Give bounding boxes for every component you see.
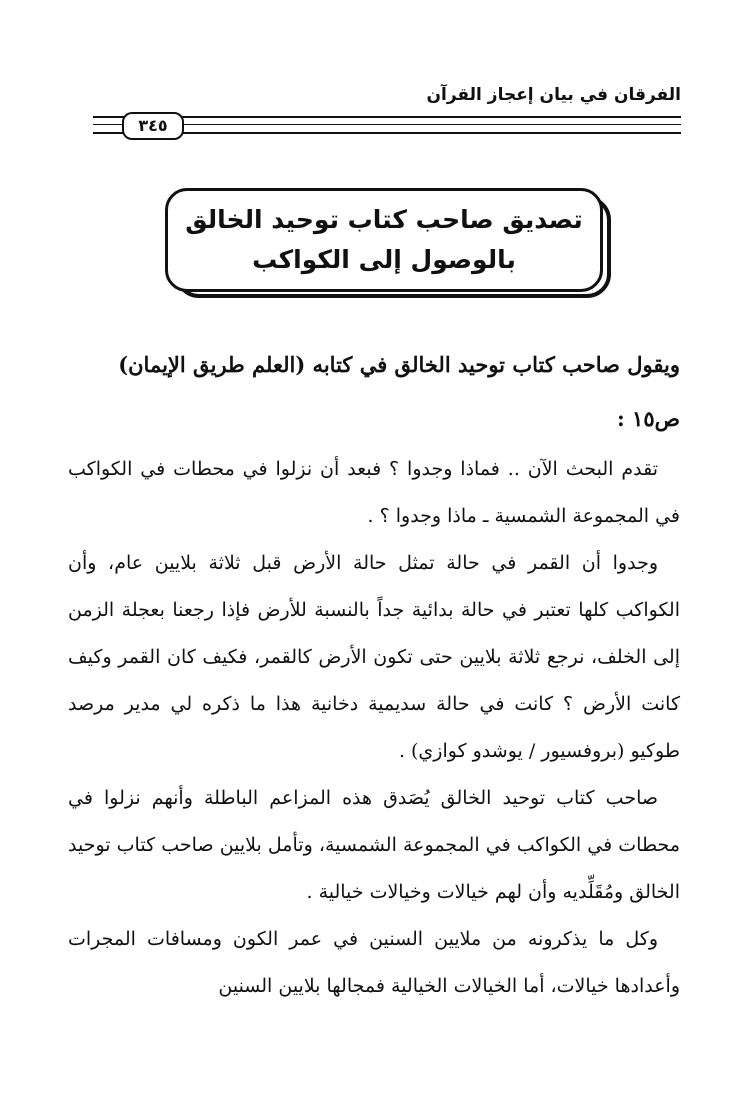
paragraph-3: صاحب كتاب توحيد الخالق يُصَدق هذه المزاعم الباطلة وأنهم نزلوا في محطات في الكواكب في المجموعة الشمسية، وتأمل بلايين صاحب كتاب توحيد الخالق ومُقَلِّديه وأن لهم خيالات وخيالات خيالية . — [68, 787, 680, 903]
lead-sentence: ويقول صاحب كتاب توحيد الخالق في كتابه (العلم طريق الإيمان) — [118, 352, 680, 377]
section-title — [165, 188, 603, 292]
section-title-frame — [165, 188, 603, 292]
lead-paragraph — [68, 338, 680, 446]
section-title-line1: تصديق صاحب كتاب توحيد الخالق — [185, 205, 583, 234]
section-title-line2: بالوصول إلى الكواكب — [252, 245, 516, 274]
paragraph-4: وكل ما يذكرونه من ملايين السنين في عمر الكون ومسافات المجرات وأعدادها خيالات، أما الخيالات الخيالية فمجالها بلايين السنين — [68, 928, 680, 997]
paragraph-1: تقدم البحث الآن .. فماذا وجدوا ؟ فبعد أن نزلوا في محطات في الكواكب في المجموعة الشمسية ـ ماذا وجدوا ؟ . — [68, 458, 680, 527]
page-number: ٣٤٥ — [122, 112, 184, 140]
running-header-book-title: الفرقان في بيان إعجاز القرآن — [426, 85, 681, 105]
lead-page-reference: ص١٥ : — [616, 406, 680, 431]
paragraph-2: وجدوا أن القمر في حالة تمثل حالة الأرض قبل ثلاثة بلايين عام، وأن الكواكب كلها تعتبر في حالة بدائية جداً بالنسبة للأرض فإذا رجعنا بعجلة الزمن إلى الخلف، نرجع ثلاثة بلايين حتى تكون الأرض كالقمر، فكيف كان القمر وكيف كانت الأرض ؟ كانت في حالة سديمية دخانية هذا ما ذكره لي مدير مرصد طوكيو (بروفسيور / يوشدو كوازي) . — [68, 552, 680, 762]
body-text — [68, 338, 680, 1010]
